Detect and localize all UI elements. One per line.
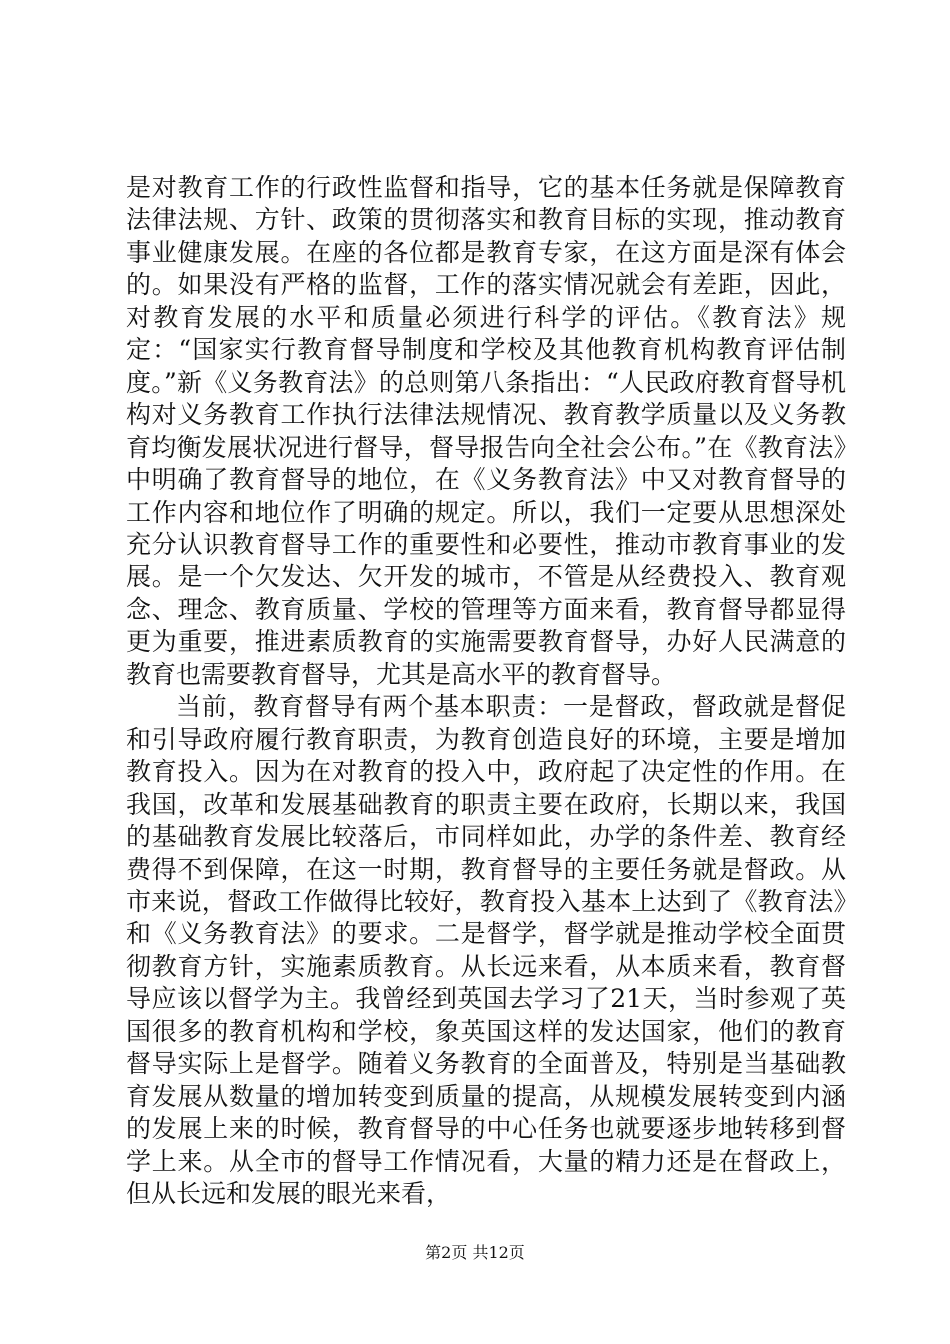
page-number-label: 第2页 共12页: [425, 1243, 525, 1262]
page-footer: [0, 1243, 950, 1263]
paragraph-1: 是对教育工作的行政性监督和指导，它的基本任务就是保障教育法律法规、方针、政策的贯彻落实和教育目标的实现，推动教育事业健康发展。在座的各位都是教育专家，在这方面是深有体会的。如果没有严格的监督，工作的落实情况就会有差距，因此，对教育发展的水平和质量必须进行科学的评估。《教育法》规定：“国家实行教育督导制度和学校及其他教育机构教育评估制度。”新《义务教育法》的总则第八条指出：“人民政府教育督导机构对义务教育工作执行法律法规情况、教育教学质量以及义务教育均衡发展状况进行督导，督导报告向全社会公布。”在《教育法》中明确了教育督导的地位，在《义务教育法》中又对教育督导的工作内容和地位作了明确的规定。所以，我们一定要从思想深处充分认识教育督导工作的重要性和必要性，推动市教育事业的发展。是一个欠发达、欠开发的城市，不管是从经费投入、教育观念、理念、教育质量、学校的管理等方面来看，教育督导都显得更为重要，推进素质教育的实施需要教育督导，办好人民满意的教育也需要教育督导，尤其是高水平的教育督导。: [126, 173, 846, 689]
paragraph-2: 当前，教育督导有两个基本职责：一是督政，督政就是督促和引导政府履行教育职责，为教育创造良好的环境，主要是增加教育投入。因为在对教育的投入中，政府起了决定性的作用。在我国，改革和发展基础教育的职责主要在政府，长期以来，我国的基础教育发展比较落后，市同样如此，办学的条件差、教育经费得不到保障，在这一时期，教育督导的主要任务就是督政。从市来说，督政工作做得比较好，教育投入基本上达到了《教育法》和《义务教育法》的要求。二是督学，督学就是推动学校全面贯彻教育方针，实施素质教育。从长远来看，从本质来看，教育督导应该以督学为主。我曾经到英国去学习了21天，当时参观了英国很多的教育机构和学校，象英国这样的发达国家，他们的教育督导实际上是督学。随着义务教育的全面普及，特别是当基础教育发展从数量的增加转变到质量的提高，从规模发展转变到内涵的发展上来的时候，教育督导的中心任务也就要逐步地转移到督学上来。从全市的督导工作情况看，大量的精力还是在督政上，但从长远和发展的眼光来看，: [126, 692, 846, 1209]
document-body: [126, 172, 846, 1211]
